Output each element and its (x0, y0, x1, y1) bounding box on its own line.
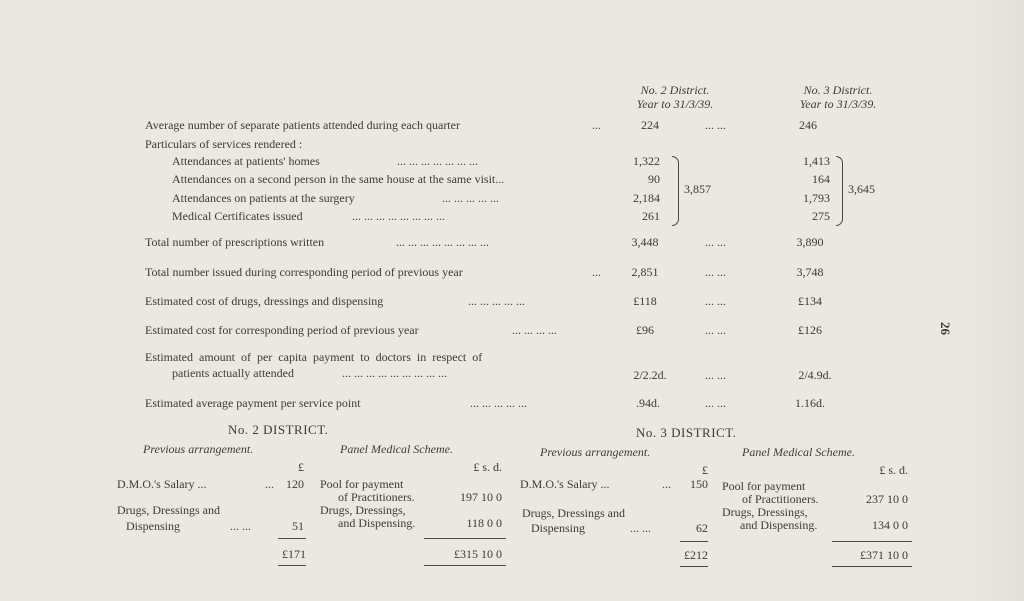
drugs-label-continued: Dispensing (126, 519, 180, 533)
value-district-3: 2/4.9d. (798, 368, 832, 382)
column-header-district-3: No. 3 District. (803, 83, 873, 97)
row-label-previous-issued: Total number issued during corresponding period of previous year (145, 265, 463, 279)
value-district-2: .94d. (636, 396, 660, 410)
panel-scheme-heading: Panel Medical Scheme. (742, 445, 855, 459)
drugs-value: 51 (292, 519, 304, 533)
district-3-title: No. 3 DISTRICT. (636, 425, 737, 440)
value-district-3: 3,890 (796, 235, 824, 249)
panel-drugs-label-continued: and Dispensing. (338, 516, 416, 530)
panel-drugs-label: Drugs, Dressings, (722, 505, 808, 519)
pool-label-continued: of Practitioners. (338, 490, 415, 504)
drugs-label: Drugs, Dressings and (522, 506, 625, 520)
value-district-2: 224 (641, 118, 659, 132)
panel-drugs-value: 134 0 0 (872, 518, 908, 532)
row-leader-dots: ... ... ... ... (512, 323, 557, 337)
value-district-2: 261 (642, 209, 660, 223)
sub-row-label-surgery: Attendances on patients at the surgery (172, 191, 355, 205)
value-district-3: 1,793 (803, 191, 830, 205)
value-district-2: 2,184 (633, 191, 660, 205)
dmo-salary-value: 120 (286, 477, 304, 491)
value-district-3: £126 (798, 323, 822, 337)
particulars-heading: Particulars of services rendered : (145, 137, 303, 151)
row-leader-dots: ... ... ... ... ... ... ... ... ... (342, 366, 447, 380)
row-leader-dots: ... ... (630, 521, 651, 535)
dmo-salary-value: 150 (690, 477, 708, 491)
previous-total: £171 (282, 547, 306, 561)
row-leader-dots: ... ... ... ... ... (470, 396, 527, 410)
total-rule (832, 566, 912, 567)
row-leader-dots: ... ... ... ... ... (442, 191, 499, 205)
row-mid-dots: ... ... (705, 235, 726, 249)
panel-drugs-label: Drugs, Dressings, (320, 503, 406, 517)
value-district-3: 1.16d. (795, 396, 825, 410)
pool-value: 237 10 0 (866, 492, 908, 506)
row-label-capita: Estimated amount of per capita payment to doctors in respect of (145, 350, 483, 364)
row-mid-dots: ... ... (705, 323, 726, 337)
pool-value: 197 10 0 (460, 490, 502, 504)
panel-scheme-heading: Panel Medical Scheme. (340, 442, 453, 456)
value-district-3: 275 (812, 209, 830, 223)
value-district-2: 90 (648, 172, 660, 186)
column-subheader-district-3: Year to 31/3/39. (799, 97, 877, 111)
row-leader-dots: ... (662, 477, 671, 491)
panel-total: £371 10 0 (860, 548, 908, 562)
page-number: 26 (938, 322, 953, 335)
total-rule (424, 565, 506, 566)
row-mid-dots: ... ... (705, 294, 726, 308)
sub-row-label-second-person: Attendances on a second person in the same house at the same visit... (172, 172, 505, 186)
subtotal-district-2: 3,857 (684, 182, 711, 196)
previous-arrangement-heading: Previous arrangement. (143, 442, 254, 456)
pool-label: Pool for payment (320, 477, 404, 491)
row-leader-dots: ... ... ... ... ... ... ... (397, 154, 478, 168)
value-district-3: 3,748 (796, 265, 824, 279)
row-leader-dots: ... (592, 265, 601, 279)
panel-drugs-label-continued: and Dispensing. (740, 518, 818, 532)
total-rule (680, 541, 708, 542)
value-district-3: 1,413 (803, 154, 830, 168)
row-label-estimated-cost: Estimated cost of drugs, dressings and dispensing (145, 294, 384, 308)
panel-drugs-value: 118 0 0 (466, 516, 502, 530)
value-district-3: 246 (799, 118, 817, 132)
row-label-average: Average number of separate patients attended during each quarter (145, 118, 460, 132)
row-leader-dots: ... ... ... ... ... (468, 294, 525, 308)
value-district-2: 2,851 (631, 265, 659, 279)
row-leader-dots: ... ... ... ... ... ... ... ... (396, 235, 489, 249)
total-rule (424, 538, 506, 539)
pool-label: Pool for payment (722, 479, 806, 493)
value-district-2: £118 (633, 294, 657, 308)
lsd-column-header: £ s. d. (473, 460, 502, 474)
row-mid-dots: ... ... (705, 118, 726, 132)
row-leader-dots: ... (592, 118, 601, 132)
drugs-label-continued: Dispensing (531, 521, 585, 535)
brace-district-3 (836, 156, 843, 226)
total-rule (832, 541, 912, 542)
value-district-3: 164 (812, 172, 830, 186)
lsd-column-header: £ s. d. (879, 463, 908, 477)
sub-row-label-certificates: Medical Certificates issued (172, 209, 303, 223)
drugs-value: 62 (696, 521, 708, 535)
column-header-district-2: No. 2 District. (640, 83, 710, 97)
panel-total: £315 10 0 (454, 547, 502, 561)
value-district-3: £134 (798, 294, 822, 308)
row-mid-dots: ... ... (705, 265, 726, 279)
row-label-previous-cost: Estimated cost for corresponding period of previous year (145, 323, 419, 337)
drugs-label: Drugs, Dressings and (117, 503, 220, 517)
total-rule (680, 566, 708, 567)
total-rule (278, 565, 306, 566)
column-subheader-district-2: Year to 31/3/39. (636, 97, 714, 111)
row-leader-dots: ... ... (230, 519, 251, 533)
pound-column-header: £ (702, 463, 708, 477)
pool-label-continued: of Practitioners. (742, 492, 819, 506)
pound-column-header: £ (298, 460, 304, 474)
dmo-salary-label: D.M.O.'s Salary ... (117, 477, 207, 491)
row-leader-dots: ... ... ... ... ... ... ... ... (352, 209, 445, 223)
value-district-2: £96 (636, 323, 654, 337)
brace-district-2 (672, 156, 679, 226)
row-mid-dots: ... ... (705, 396, 726, 410)
row-label-service-point: Estimated average payment per service point (145, 396, 361, 410)
dmo-salary-label: D.M.O.'s Salary ... (520, 477, 610, 491)
value-district-2: 3,448 (631, 235, 659, 249)
page-edge-shadow (964, 0, 1024, 601)
row-mid-dots: ... ... (705, 368, 726, 382)
subtotal-district-3: 3,645 (848, 182, 875, 196)
row-label-prescriptions: Total number of prescriptions written (145, 235, 325, 249)
sub-row-label-homes: Attendances at patients' homes (172, 154, 320, 168)
district-2-title: No. 2 DISTRICT. (228, 422, 329, 437)
value-district-2: 1,322 (633, 154, 660, 168)
previous-total: £212 (684, 548, 708, 562)
total-rule (278, 538, 306, 539)
previous-arrangement-heading: Previous arrangement. (540, 445, 651, 459)
value-district-2: 2/2.2d. (633, 368, 667, 382)
row-label-capita-continued: patients actually attended (172, 366, 294, 380)
row-leader-dots: ... (265, 477, 274, 491)
